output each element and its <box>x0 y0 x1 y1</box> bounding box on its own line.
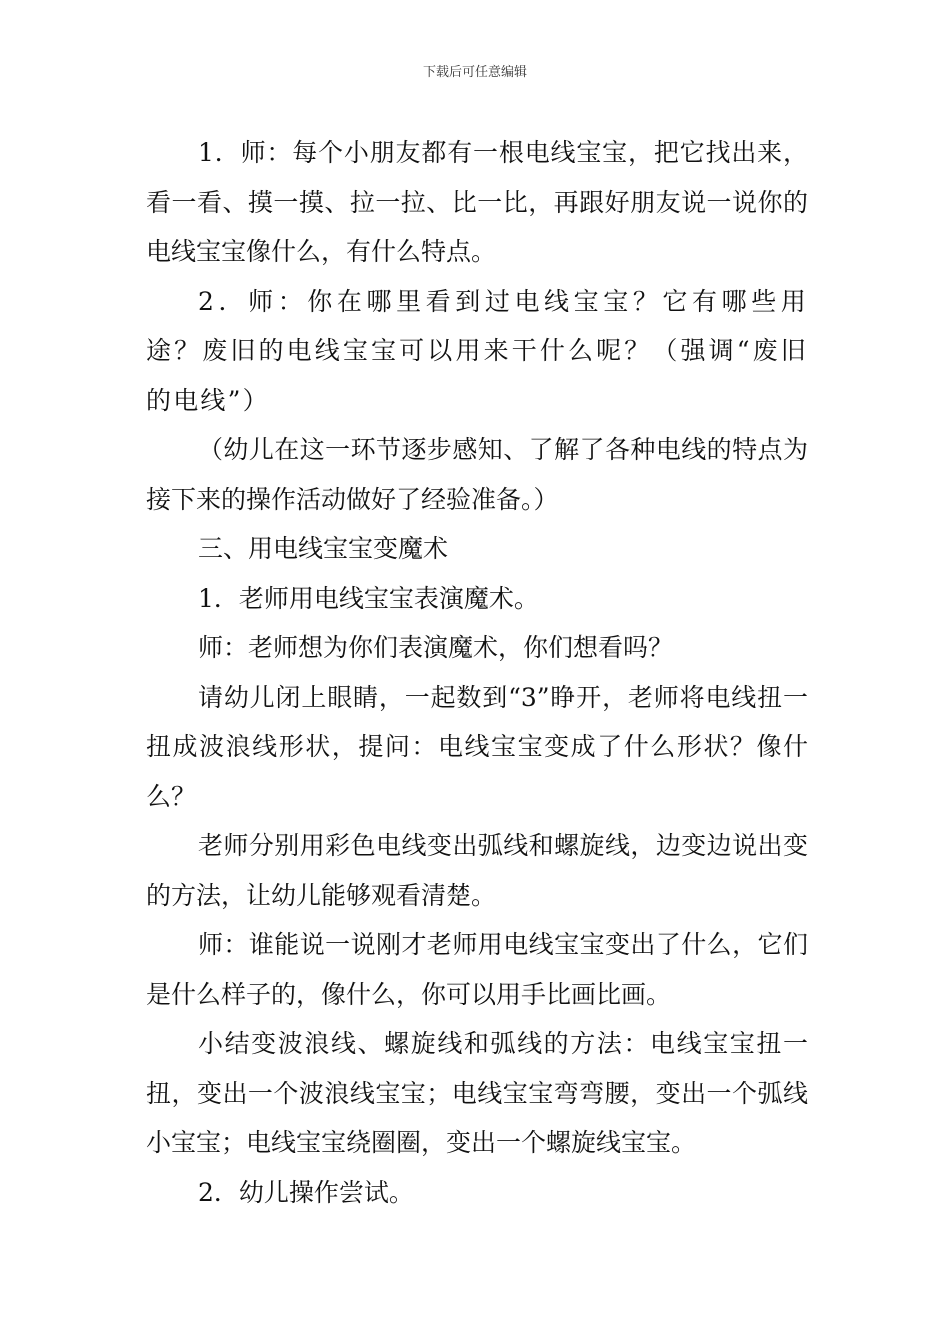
document-body <box>146 128 808 1217</box>
page-header-note: 下载后可任意编辑 <box>422 65 527 80</box>
paragraph-10: 2．幼儿操作尝试。 <box>198 1177 414 1207</box>
paragraph-8: 师：谁能说一说刚才老师用电线宝宝变出了什么，它们是什么样子的，像什么，你可以用手比画比画。 <box>146 930 808 1009</box>
paragraph-7: 老师分别用彩色电线变出弧线和螺旋线，边变边说出变的方法，让幼儿能够观看清楚。 <box>146 831 808 910</box>
section-heading: 三、用电线宝宝变魔术 <box>198 534 449 563</box>
paragraph-2: 2．师：你在哪里看到过电线宝宝？它有哪些用途？废旧的电线宝宝可以用来干什么呢？（强调“废旧的电线”） <box>146 286 808 415</box>
paragraph-6: 请幼儿闭上眼睛，一起数到“3”睁开，老师将电线扭一扭成波浪线形状，提问：电线宝宝变成了什么形状？像什么？ <box>146 682 808 811</box>
paragraph-1: 1．师：每个小朋友都有一根电线宝宝，把它找出来，看一看、摸一摸、拉一拉、比一比，再跟好朋友说一说你的电线宝宝像什么，有什么特点。 <box>146 138 808 266</box>
paragraph-9: 小结变波浪线、螺旋线和弧线的方法：电线宝宝扭一扭，变出一个波浪线宝宝；电线宝宝弯弯腰，变出一个弧线小宝宝；电线宝宝绕圈圈，变出一个螺旋线宝宝。 <box>146 1029 808 1157</box>
paragraph-4: 1．老师用电线宝宝表演魔术。 <box>198 583 539 613</box>
paragraph-3: （幼儿在这一环节逐步感知、了解了各种电线的特点为接下来的操作活动做好了经验准备。） <box>146 435 808 514</box>
paragraph-5: 师：老师想为你们表演魔术，你们想看吗？ <box>198 633 674 662</box>
